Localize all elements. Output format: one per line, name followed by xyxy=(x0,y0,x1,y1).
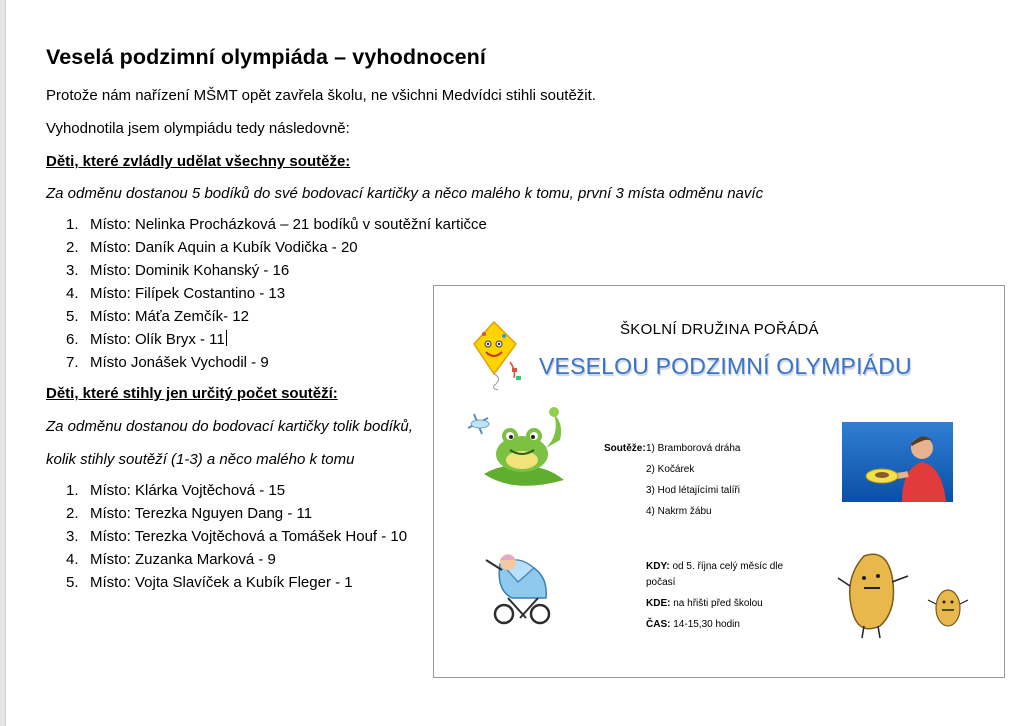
list-text: Místo: Klárka Vojtěchová - 15 xyxy=(90,482,286,499)
list-number: 4. xyxy=(66,551,79,568)
list-text: Místo: Filípek Costantino - 13 xyxy=(90,285,286,302)
list-item xyxy=(46,259,487,282)
list-number: 5. xyxy=(66,574,79,591)
list-item xyxy=(46,282,487,305)
list-text: Místo: Vojta Slavíček a Kubík Fleger - 1 xyxy=(90,574,353,591)
list-number: 1. xyxy=(66,216,79,233)
list-item xyxy=(46,571,407,594)
list-number: 2. xyxy=(66,505,79,522)
section2-note-line1: Za odměnu dostanou do bodovací kartičky tolik bodíků, xyxy=(46,418,413,435)
section1-note: Za odměnu dostanou 5 bodíků do své bodovací kartičky a něco malého k tomu, první 3 místa odměnu navíc xyxy=(46,185,764,202)
potato-icon xyxy=(834,548,974,640)
list-number: 5. xyxy=(66,308,79,325)
list-text: Místo: Máťa Zemčík- 12 xyxy=(90,308,249,325)
competition-item: 4) Nakrm žábu xyxy=(646,506,712,517)
list-number: 4. xyxy=(66,285,79,302)
when-line: KDY: od 5. října celý měsíc dle xyxy=(646,561,784,572)
list-item xyxy=(46,351,487,374)
list-text: Místo: Terezka Nguyen Dang - 11 xyxy=(90,505,313,522)
frisbee-boy-image xyxy=(842,422,953,502)
section2-ranking-list xyxy=(46,479,407,594)
list-number: 2. xyxy=(66,239,79,256)
olympiad-poster-image xyxy=(433,285,1005,678)
list-number: 3. xyxy=(66,262,79,279)
list-item xyxy=(46,305,487,328)
list-text: Místo: Terezka Vojtěchová a Tomášek Houf - 10 xyxy=(90,528,408,545)
competition-item: 1) Bramborová dráha xyxy=(646,443,741,454)
section2-heading: Děti, které stihly jen určitý počet soutěží: xyxy=(46,385,338,402)
list-item xyxy=(46,525,407,548)
document-title: Veselá podzimní olympiáda – vyhodnocení xyxy=(46,45,486,69)
list-number: 3. xyxy=(66,528,79,545)
list-text: Místo Jonášek Vychodil - 9 xyxy=(90,354,269,371)
list-item xyxy=(46,328,487,351)
time-line: ČAS: 14-15,30 hodin xyxy=(646,619,740,630)
list-item xyxy=(46,213,487,236)
list-item xyxy=(46,479,407,502)
poster-header: ŠKOLNÍ DRUŽINA POŘÁDÁ xyxy=(620,321,819,338)
list-number: 6. xyxy=(66,331,79,348)
list-number: 7. xyxy=(66,354,79,371)
frog-icon xyxy=(464,404,572,494)
list-text: Místo: Nelinka Procházková – 21 bodíků v soutěžní kartičce xyxy=(90,216,487,233)
section1-heading: Děti, které zvládly udělat všechny soutěže: xyxy=(46,153,351,170)
where-line: KDE: na hřišti před školou xyxy=(646,598,763,609)
section1-ranking-list xyxy=(46,213,487,374)
text-cursor xyxy=(226,330,227,346)
list-text: Místo: Dominik Kohanský - 16 xyxy=(90,262,290,279)
list-item xyxy=(46,236,487,259)
intro-paragraph: Protože nám nařízení MŠMT opět zavřela školu, ne všichni Medvídci stihli soutěžit. xyxy=(46,87,596,104)
when-line-2: počasí xyxy=(646,577,676,588)
list-number: 1. xyxy=(66,482,79,499)
kite-icon xyxy=(472,320,524,392)
section2-note-line2: kolik stihly soutěží (1-3) a něco malého k tomu xyxy=(46,451,355,468)
list-text: Místo: Olík Bryx - 11 xyxy=(90,331,225,348)
list-text: Místo: Zuzanka Marková - 9 xyxy=(90,551,276,568)
intro-paragraph-2: Vyhodnotila jsem olympiádu tedy následovně: xyxy=(46,120,350,137)
list-item xyxy=(46,502,407,525)
competition-item: 2) Kočárek xyxy=(646,464,695,475)
window-left-edge xyxy=(0,0,6,726)
pram-icon xyxy=(482,550,554,626)
list-item xyxy=(46,548,407,571)
competitions-label: Soutěže: xyxy=(604,443,646,454)
list-text: Místo: Daník Aquin a Kubík Vodička - 20 xyxy=(90,239,358,256)
poster-title: VESELOU PODZIMNÍ OLYMPIÁDU xyxy=(539,353,912,379)
competition-item: 3) Hod létajícími talíři xyxy=(646,485,740,496)
